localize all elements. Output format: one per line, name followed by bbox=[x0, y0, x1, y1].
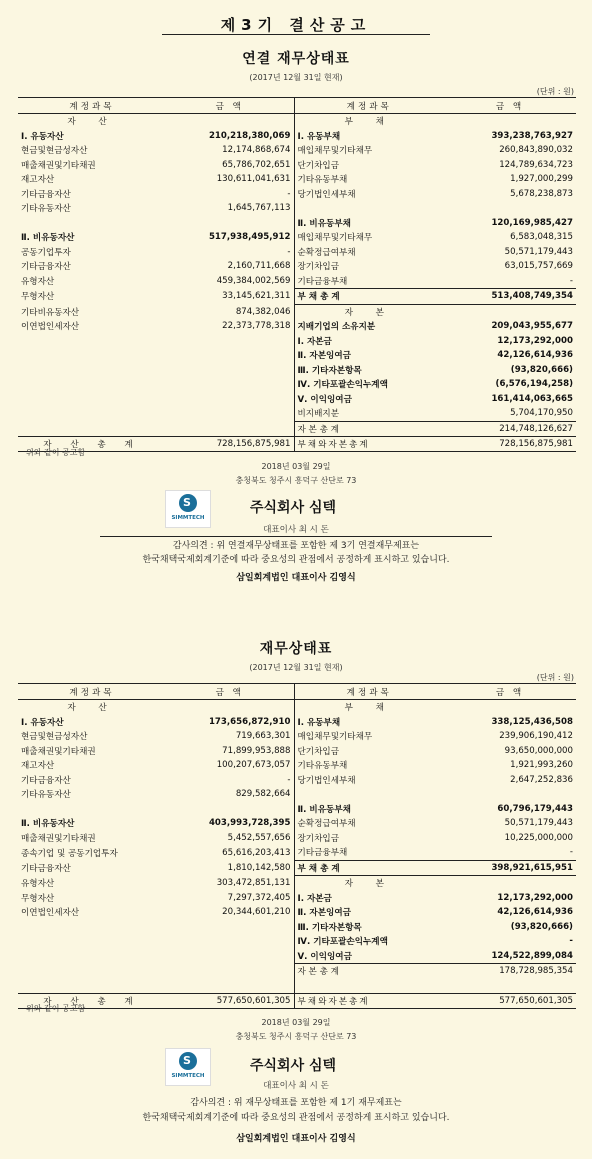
right-account-label: 장기차입금 bbox=[297, 833, 340, 844]
consolidated-company-name: 주식회사 심텍 bbox=[250, 500, 337, 516]
right-amount: 2,647,252,836 bbox=[510, 774, 573, 785]
table-header bbox=[18, 98, 576, 114]
separate-heading bbox=[0, 638, 592, 673]
left-account-label: Ⅰ. 유동자산 bbox=[21, 131, 64, 142]
right-amount: 60,796,179,443 bbox=[497, 803, 573, 814]
left-account-label bbox=[18, 802, 166, 817]
left-amount: 459,384,002,569 bbox=[166, 274, 294, 289]
left-amount: 71,899,953,888 bbox=[166, 744, 294, 759]
column-header: 금 액 bbox=[166, 98, 294, 114]
consolidated-ceo: 대표이사 최 시 돈 bbox=[263, 525, 329, 535]
right-amount: 1,927,000,299 bbox=[510, 174, 573, 185]
table-row bbox=[18, 363, 576, 378]
right-amount bbox=[444, 700, 576, 715]
logo-mark-icon: S bbox=[179, 494, 197, 512]
left-amount bbox=[166, 964, 294, 979]
right-amount bbox=[444, 304, 576, 319]
table-row bbox=[18, 172, 576, 187]
left-amount bbox=[166, 700, 294, 715]
left-account-label bbox=[18, 377, 166, 392]
table-row bbox=[18, 158, 576, 173]
total-row bbox=[18, 994, 576, 1009]
left-amount: 303,472,851,131 bbox=[166, 876, 294, 891]
left-amount: 403,993,728,395 bbox=[166, 816, 294, 831]
right-account-label: Ⅰ. 자본금 bbox=[297, 893, 332, 904]
table-row bbox=[18, 773, 576, 788]
table-row bbox=[18, 949, 576, 964]
left-account-label: 기타금융자산 bbox=[21, 775, 71, 786]
table-row bbox=[18, 201, 576, 216]
table-row bbox=[18, 920, 576, 935]
table-row bbox=[18, 905, 576, 920]
right-amount: 124,789,634,723 bbox=[499, 159, 573, 170]
separate-opinion-line1: 감사의견 : 위 재무상태표를 포함한 제 1기 재무제표는 bbox=[190, 1098, 402, 1108]
right-account-label: 단기차입금 bbox=[297, 160, 340, 171]
separate-ceo: 대표이사 최 시 돈 bbox=[263, 1081, 329, 1091]
table-row bbox=[18, 377, 576, 392]
right-amount: 50,571,179,443 bbox=[504, 818, 573, 829]
separate-auditor: 삼일회계법인 대표이사 김영식 bbox=[236, 1134, 356, 1144]
separate-date: (2017년 12월 31일 현재) bbox=[249, 663, 343, 672]
table-row bbox=[18, 816, 576, 831]
separate-title: 재무상태표 bbox=[259, 641, 333, 657]
table-row bbox=[18, 114, 576, 129]
right-account-label: Ⅰ. 유동부채 bbox=[297, 131, 341, 142]
right-amount: 12,173,292,000 bbox=[497, 335, 573, 346]
separate-address: 충청북도 청주시 흥덕구 산단로 73 bbox=[235, 1032, 357, 1041]
right-amount: 42,126,614,936 bbox=[497, 350, 573, 361]
right-amount: 1,921,993,260 bbox=[510, 760, 573, 771]
left-amount: 1,810,142,580 bbox=[166, 860, 294, 876]
right-amount: 5,678,238,873 bbox=[510, 188, 573, 199]
logo-mark-icon: S bbox=[179, 1052, 197, 1070]
consolidated-opinion-rule bbox=[100, 536, 492, 537]
consolidated-address: 충청북도 청주시 흥덕구 산단로 73 bbox=[235, 476, 357, 485]
left-account-label bbox=[18, 964, 166, 979]
left-account-label bbox=[18, 421, 166, 437]
column-header: 계정과목 bbox=[18, 98, 166, 114]
right-account-label: 순확정급여부채 bbox=[297, 819, 356, 830]
right-amount: 161,414,063,665 bbox=[491, 393, 573, 404]
left-amount: 65,786,702,651 bbox=[166, 158, 294, 173]
total-assets-amount: 577,650,601,305 bbox=[166, 994, 294, 1009]
left-amount: 20,344,601,210 bbox=[166, 905, 294, 920]
left-amount bbox=[166, 802, 294, 817]
left-account-label: Ⅱ. 비유동자산 bbox=[21, 819, 75, 830]
right-amount bbox=[444, 979, 576, 994]
total-liab-equity-amount: 577,650,601,305 bbox=[444, 994, 576, 1009]
table-row bbox=[18, 245, 576, 260]
left-amount: 2,160,711,668 bbox=[166, 259, 294, 274]
right-account-label: 기타금융부채 bbox=[297, 276, 348, 287]
right-account-label: Ⅰ. 자본금 bbox=[297, 336, 332, 347]
left-amount bbox=[166, 363, 294, 378]
total-liab-equity-amount: 728,156,875,981 bbox=[444, 437, 576, 452]
left-account-label: 재고자산 bbox=[21, 175, 55, 186]
left-amount: - bbox=[166, 773, 294, 788]
right-amount: 10,225,000,000 bbox=[504, 832, 573, 843]
left-account-label: 이연법인세자산 bbox=[21, 908, 80, 919]
table-row bbox=[18, 802, 576, 817]
left-amount bbox=[166, 421, 294, 437]
column-header: 금 액 bbox=[444, 98, 576, 114]
right-amount: 239,906,190,412 bbox=[499, 731, 573, 742]
left-amount bbox=[166, 934, 294, 949]
right-account-label: Ⅲ. 기타자본항목 bbox=[297, 365, 362, 376]
right-account-label: Ⅱ. 자본잉여금 bbox=[297, 351, 351, 362]
logo-text: SIMMTECH bbox=[171, 1073, 205, 1079]
table-row bbox=[18, 348, 576, 363]
table-row bbox=[18, 392, 576, 407]
right-account-label: 자 본 총 계 bbox=[294, 964, 444, 979]
left-account-label: 현금및현금성자산 bbox=[21, 732, 88, 743]
right-account-label: Ⅱ. 비유동부채 bbox=[297, 804, 351, 815]
left-account-label bbox=[18, 392, 166, 407]
right-amount: 42,126,614,936 bbox=[497, 907, 573, 918]
left-amount: 719,663,301 bbox=[166, 729, 294, 744]
right-account-label: Ⅴ. 이익잉여금 bbox=[297, 394, 352, 405]
left-account-label bbox=[18, 934, 166, 949]
announcement-title: 제3기 결산공고 bbox=[220, 16, 372, 34]
right-amount: 398,921,615,951 bbox=[444, 860, 576, 876]
table-row bbox=[18, 744, 576, 759]
total-liab-equity-label: 부채와자본총계 bbox=[294, 994, 444, 1009]
total-assets-amount: 728,156,875,981 bbox=[166, 437, 294, 452]
left-account-label: 유형자산 bbox=[21, 277, 55, 287]
right-account-label: Ⅱ. 비유동부채 bbox=[297, 218, 351, 229]
right-amount: 5,704,170,950 bbox=[510, 408, 573, 419]
title-underline bbox=[162, 34, 430, 35]
table-header bbox=[18, 684, 576, 700]
left-account-label: 종속기업 및 공동기업투자 bbox=[21, 848, 118, 859]
right-amount: - bbox=[569, 936, 573, 947]
left-amount: 100,207,673,057 bbox=[166, 758, 294, 773]
left-amount bbox=[166, 348, 294, 363]
left-amount: 7,297,372,405 bbox=[166, 891, 294, 906]
left-account-label bbox=[18, 348, 166, 363]
right-amount: 260,843,890,032 bbox=[499, 145, 573, 156]
right-account-label: Ⅲ. 기타자본항목 bbox=[297, 922, 362, 933]
total-row bbox=[18, 437, 576, 452]
left-account-label: 공동기업투자 bbox=[21, 247, 71, 258]
consolidated-heading bbox=[0, 48, 592, 83]
right-account-label: Ⅰ. 유동부채 bbox=[297, 717, 341, 728]
left-amount: 12,174,868,674 bbox=[166, 143, 294, 158]
left-account-label: 기타금융자산 bbox=[21, 189, 71, 200]
right-account-label bbox=[294, 787, 444, 802]
table-row bbox=[18, 876, 576, 891]
right-amount: - bbox=[569, 847, 573, 858]
right-account-label bbox=[294, 201, 444, 216]
table-row bbox=[18, 934, 576, 949]
table-row bbox=[18, 715, 576, 730]
column-header: 계정과목 bbox=[294, 684, 444, 700]
right-amount bbox=[444, 876, 576, 891]
left-account-label bbox=[18, 216, 166, 231]
table-row bbox=[18, 406, 576, 421]
right-account-label: 부 채 총 계 bbox=[294, 289, 444, 305]
left-amount: 22,373,778,318 bbox=[166, 319, 294, 334]
right-account-label: 부 채 총 계 bbox=[294, 860, 444, 876]
right-account-label: 기타유동부채 bbox=[297, 761, 348, 772]
left-account-label bbox=[18, 406, 166, 421]
total-assets-label: 자 산 총 계 bbox=[18, 437, 166, 452]
right-account-label: 자 본 bbox=[294, 304, 444, 319]
left-amount bbox=[166, 216, 294, 231]
consolidated-balance-sheet bbox=[18, 97, 576, 452]
left-amount: 33,145,621,311 bbox=[166, 289, 294, 305]
left-account-label: 이연법인세자산 bbox=[21, 322, 80, 333]
table-row bbox=[18, 860, 576, 876]
left-account-label: 매출채권및기타채권 bbox=[21, 160, 96, 171]
table-row bbox=[18, 334, 576, 349]
right-amount: 513,408,749,354 bbox=[444, 289, 576, 305]
separate-unit: (단위 : 원) bbox=[536, 673, 574, 682]
table-row bbox=[18, 289, 576, 305]
total-liab-equity-label: 부채와자본총계 bbox=[294, 437, 444, 452]
right-amount: 214,748,126,627 bbox=[444, 421, 576, 437]
left-account-label: 재고자산 bbox=[21, 761, 55, 772]
right-amount: (6,576,194,258) bbox=[495, 379, 573, 390]
table-row bbox=[18, 304, 576, 319]
table-row bbox=[18, 831, 576, 846]
left-account-label: Ⅰ. 유동자산 bbox=[21, 717, 64, 728]
left-account-label: 기타금융자산 bbox=[21, 262, 71, 273]
table-row bbox=[18, 979, 576, 994]
table-row bbox=[18, 964, 576, 979]
left-account-label: 유형자산 bbox=[21, 879, 55, 889]
right-account-label: 비지배지분 bbox=[297, 409, 340, 420]
right-amount: 209,043,955,677 bbox=[491, 321, 573, 332]
table-row bbox=[18, 143, 576, 158]
left-account-label: 무형자산 bbox=[21, 893, 55, 904]
consolidated-opinion-line1: 감사의견 : 위 연결재무상태표를 포함한 제 3기 연결재무제표는 bbox=[172, 541, 420, 551]
separate-sign-date: 2018년 03월 29일 bbox=[261, 1018, 331, 1027]
separate-opinion-line2: 한국채택국제회계기준에 따라 중요성의 관점에서 공정하게 표시하고 있습니다. bbox=[142, 1113, 450, 1123]
right-amount: 93,650,000,000 bbox=[504, 745, 573, 756]
consolidated-unit: (단위 : 원) bbox=[536, 87, 574, 96]
right-account-label: 당기법인세부채 bbox=[297, 775, 356, 786]
separate-company-name: 주식회사 심텍 bbox=[250, 1058, 337, 1074]
right-account-label: 기타금융부채 bbox=[297, 848, 348, 859]
table-row bbox=[18, 421, 576, 437]
right-amount: 178,728,985,354 bbox=[444, 964, 576, 979]
right-amount: (93,820,666) bbox=[510, 364, 573, 375]
left-amount: - bbox=[166, 245, 294, 260]
right-account-label: 부 채 bbox=[344, 703, 394, 714]
right-amount: 12,173,292,000 bbox=[497, 892, 573, 903]
table-row bbox=[18, 230, 576, 245]
left-account-label: Ⅱ. 비유동자산 bbox=[21, 233, 75, 244]
left-account-label: 기타금융자산 bbox=[21, 863, 71, 874]
left-account-label bbox=[18, 920, 166, 935]
table-row bbox=[18, 729, 576, 744]
right-account-label: 기타유동부채 bbox=[297, 175, 348, 186]
left-amount bbox=[166, 920, 294, 935]
consolidated-title: 연결 재무상태표 bbox=[242, 51, 350, 67]
right-amount: 120,169,985,427 bbox=[491, 217, 573, 228]
left-account-label bbox=[18, 363, 166, 378]
table-row bbox=[18, 891, 576, 906]
table-row bbox=[18, 259, 576, 274]
left-account-label: 기타유동자산 bbox=[21, 204, 71, 215]
left-account-label: 자 산 bbox=[67, 703, 117, 714]
right-account-label: Ⅴ. 이익잉여금 bbox=[297, 951, 352, 962]
right-account-label: 부 채 bbox=[344, 117, 394, 128]
left-amount bbox=[166, 392, 294, 407]
right-account-label: 자 본 총 계 bbox=[294, 421, 444, 437]
left-amount: 65,616,203,413 bbox=[166, 845, 294, 860]
left-amount: 874,382,046 bbox=[166, 304, 294, 319]
logo-text: SIMMTECH bbox=[171, 515, 205, 521]
right-account-label: 당기법인세부채 bbox=[297, 189, 356, 200]
right-amount bbox=[444, 114, 576, 129]
right-amount: (93,820,666) bbox=[510, 921, 573, 932]
column-header: 계정과목 bbox=[294, 98, 444, 114]
separate-balance-sheet bbox=[18, 683, 576, 1009]
right-amount: 6,583,048,315 bbox=[510, 232, 573, 243]
column-header: 금 액 bbox=[444, 684, 576, 700]
left-amount bbox=[166, 406, 294, 421]
column-header: 금 액 bbox=[166, 684, 294, 700]
right-account-label: Ⅳ. 기타포괄손익누계액 bbox=[297, 937, 388, 948]
right-account-label: 매입채무및기타채무 bbox=[297, 233, 373, 244]
right-amount: 124,522,899,084 bbox=[491, 950, 573, 961]
right-amount bbox=[444, 201, 576, 216]
right-amount: - bbox=[569, 275, 573, 286]
right-account-label: 매입채무및기타채무 bbox=[297, 732, 373, 743]
left-amount: 210,218,380,069 bbox=[166, 129, 294, 144]
left-amount: 517,938,495,912 bbox=[166, 230, 294, 245]
left-amount: 130,611,041,631 bbox=[166, 172, 294, 187]
left-account-label: 기타비유동자산 bbox=[21, 307, 80, 318]
right-amount: 393,238,763,927 bbox=[491, 130, 573, 141]
left-amount: - bbox=[166, 187, 294, 202]
right-account-label: Ⅱ. 자본잉여금 bbox=[297, 908, 351, 919]
right-account-label: 지배기업의 소유지분 bbox=[297, 322, 376, 333]
table-row bbox=[18, 787, 576, 802]
table-row bbox=[18, 274, 576, 289]
table-row bbox=[18, 216, 576, 231]
table-row bbox=[18, 129, 576, 144]
right-account-label: 순확정급여부채 bbox=[297, 247, 356, 258]
left-account-label: 자 산 bbox=[67, 117, 117, 128]
left-amount bbox=[166, 979, 294, 994]
left-amount bbox=[166, 949, 294, 964]
left-amount: 829,582,664 bbox=[166, 787, 294, 802]
separate-note: 위와 같이 공고함 bbox=[26, 1004, 86, 1013]
right-amount: 63,015,757,669 bbox=[504, 261, 573, 272]
right-account-label: 매입채무및기타채무 bbox=[297, 146, 373, 157]
table-row bbox=[18, 319, 576, 334]
column-header: 계정과목 bbox=[18, 684, 166, 700]
left-account-label: 매출채권및기타채권 bbox=[21, 833, 96, 844]
left-account-label: 무형자산 bbox=[21, 292, 55, 303]
right-amount: 338,125,436,508 bbox=[491, 716, 573, 727]
left-account-label bbox=[18, 979, 166, 994]
left-amount bbox=[166, 114, 294, 129]
consolidated-note: 위와 같이 공고함 bbox=[26, 448, 86, 457]
left-amount bbox=[166, 377, 294, 392]
right-account-label: Ⅳ. 기타포괄손익누계액 bbox=[297, 380, 388, 391]
left-account-label bbox=[18, 949, 166, 964]
left-account-label: 기타유동자산 bbox=[21, 790, 71, 801]
right-account-label: 자 본 bbox=[294, 876, 444, 891]
consolidated-auditor: 삼일회계법인 대표이사 김영식 bbox=[236, 573, 356, 583]
right-account-label bbox=[294, 979, 444, 994]
table-row bbox=[18, 700, 576, 715]
consolidated-opinion-line2: 한국채택국제회계기준에 따라 중요성의 관점에서 공정하게 표시하고 있습니다. bbox=[142, 555, 450, 565]
left-amount: 1,645,767,113 bbox=[166, 201, 294, 216]
left-account-label: 매출채권및기타채권 bbox=[21, 746, 96, 757]
left-account-label: 현금및현금성자산 bbox=[21, 146, 88, 157]
table-row bbox=[18, 758, 576, 773]
left-amount: 5,452,557,656 bbox=[166, 831, 294, 846]
table-row bbox=[18, 845, 576, 860]
consolidated-sign-date: 2018년 03월 29일 bbox=[261, 462, 331, 471]
right-account-label: 장기차입금 bbox=[297, 262, 340, 273]
total-assets-label: 자 산 총 계 bbox=[18, 994, 166, 1009]
right-amount: 50,571,179,443 bbox=[504, 246, 573, 257]
right-account-label: 단기차입금 bbox=[297, 746, 340, 757]
left-amount bbox=[166, 334, 294, 349]
consolidated-date: (2017년 12월 31일 현재) bbox=[249, 73, 343, 82]
left-account-label bbox=[18, 334, 166, 349]
right-amount bbox=[444, 787, 576, 802]
left-amount: 173,656,872,910 bbox=[166, 715, 294, 730]
table-row bbox=[18, 187, 576, 202]
